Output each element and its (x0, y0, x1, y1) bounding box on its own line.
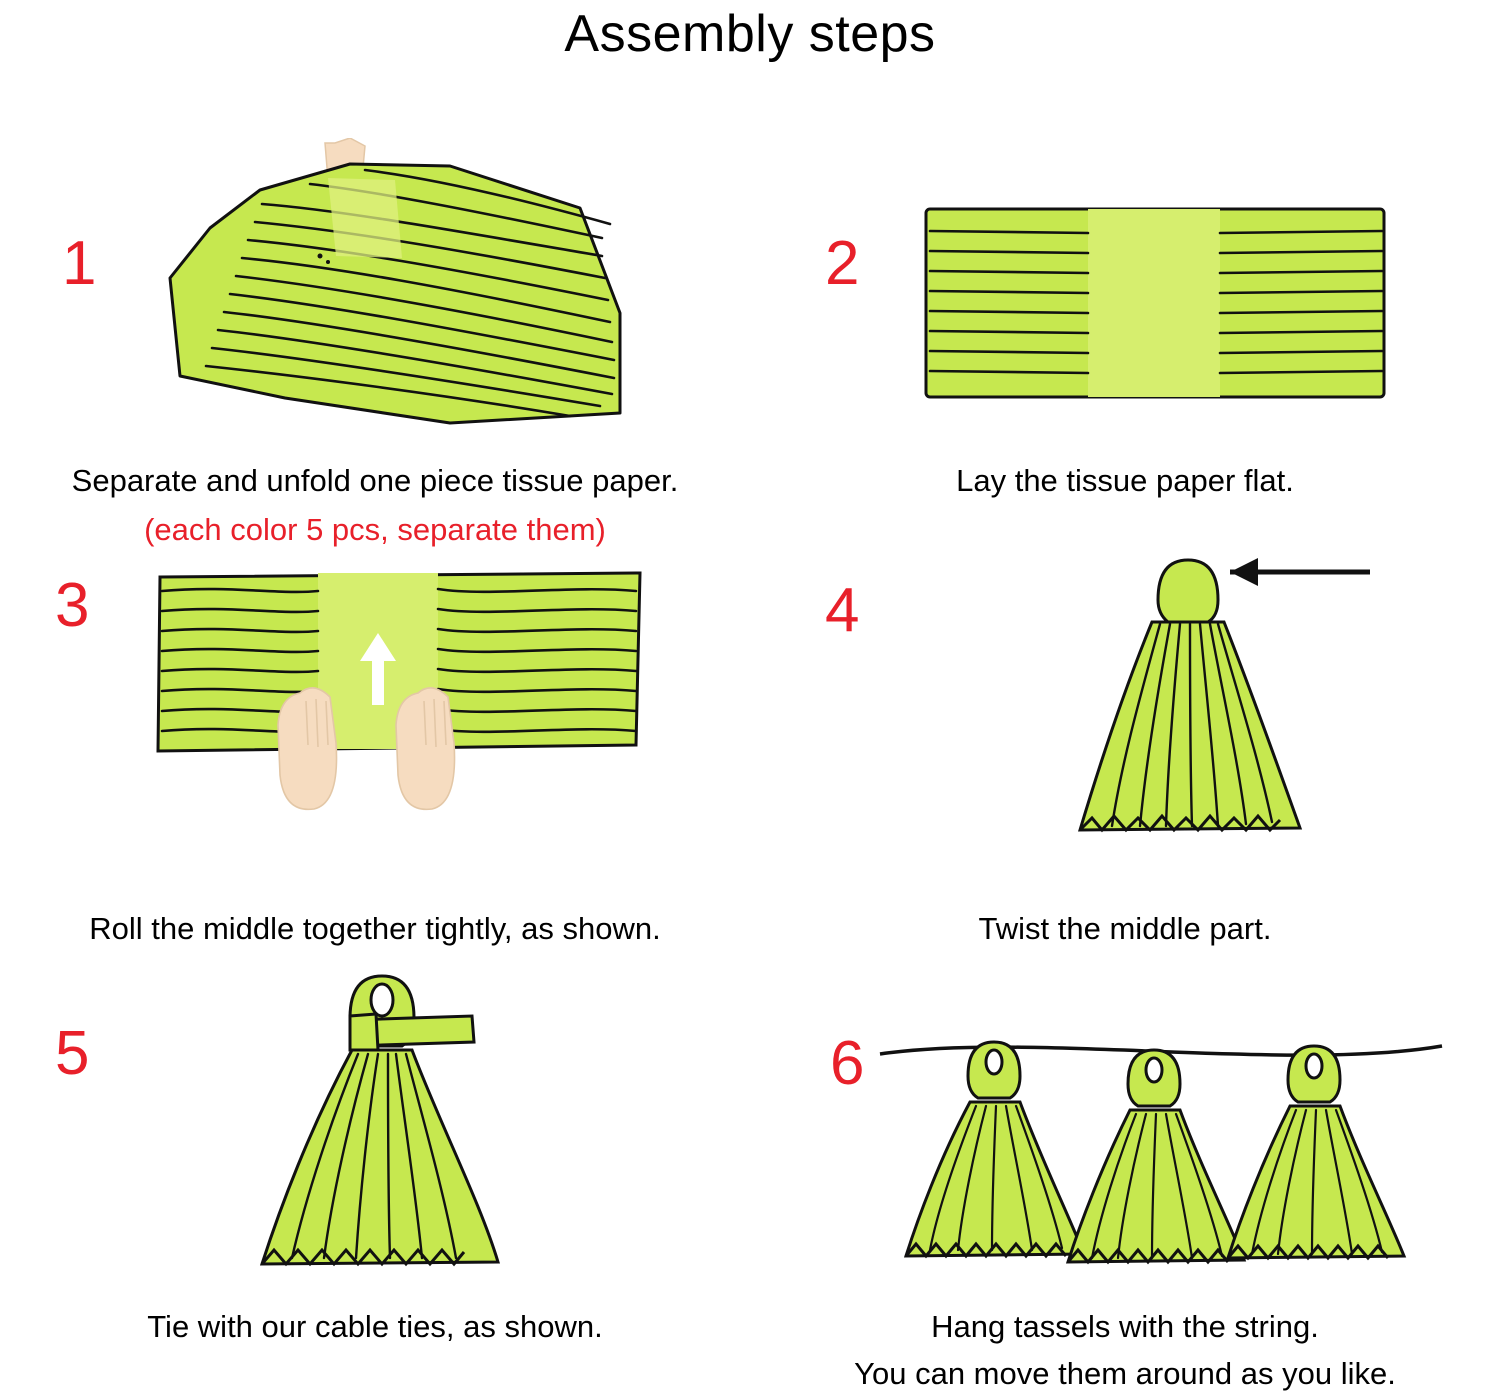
step-1-note: (each color 5 pcs, separate them) (144, 511, 606, 547)
page-title: Assembly steps (564, 5, 936, 63)
speck-dot (318, 254, 323, 259)
hand-left-icon (278, 688, 337, 810)
step-6-caption-block (750, 1308, 1500, 1394)
step-4-caption: Twist the middle part. (978, 910, 1272, 946)
loop-hole (371, 984, 393, 1016)
steps-row-1 (0, 63, 1500, 458)
paper-highlight (328, 178, 402, 258)
step-6-number: 6 (830, 1029, 865, 1099)
step-1-caption-block (0, 462, 750, 550)
step-3-illustration (150, 565, 650, 865)
step-4-number: 4 (825, 575, 860, 645)
step-3-caption: Roll the middle together tightly, as shown. (89, 910, 661, 946)
center-band (1088, 209, 1220, 397)
step-3-caption-block (0, 910, 750, 949)
steps-row-3 (0, 948, 1500, 1308)
assembly-steps-grid (0, 63, 1500, 1394)
step-5-illustration (200, 958, 600, 1298)
step-4-caption-block (750, 910, 1500, 949)
tassel-1 (906, 1042, 1084, 1256)
step-4 (750, 550, 1500, 910)
captions-row-3 (0, 1308, 1500, 1394)
step-6-caption: Hang tassels with the string. (931, 1309, 1319, 1345)
steps-row-2 (0, 550, 1500, 910)
step-2 (750, 63, 1500, 458)
step-2-caption: Lay the tissue paper flat. (956, 463, 1294, 499)
step-5-caption: Tie with our cable ties, as shown. (147, 1309, 603, 1345)
step-2-illustration (920, 203, 1390, 403)
captions-row-2 (0, 910, 1500, 949)
step-4-illustration (1000, 530, 1400, 870)
step-2-number: 2 (825, 229, 860, 299)
step-6-illustration (870, 1018, 1450, 1318)
tassel-2 (1068, 1050, 1244, 1262)
step-1-illustration (150, 138, 670, 438)
hand-right-icon (396, 688, 455, 810)
step-1-number: 1 (62, 229, 97, 299)
speck-dot (326, 260, 330, 264)
step-3 (0, 550, 750, 910)
tassel-3 (1228, 1046, 1404, 1258)
pointer-arrow-icon (1230, 558, 1370, 586)
cable-tie-head (350, 1014, 378, 1050)
step-5 (0, 948, 750, 1308)
step-5-caption-block (0, 1308, 750, 1394)
step-1 (0, 63, 750, 458)
step-6-note: You can move them around as you like. (854, 1356, 1396, 1392)
step-5-number: 5 (55, 1019, 90, 1089)
step-1-caption: Separate and unfold one piece tissue paper. (71, 463, 679, 499)
step-3-number: 3 (55, 570, 90, 640)
step-6 (750, 948, 1500, 1308)
twisted-loop (1158, 560, 1218, 622)
